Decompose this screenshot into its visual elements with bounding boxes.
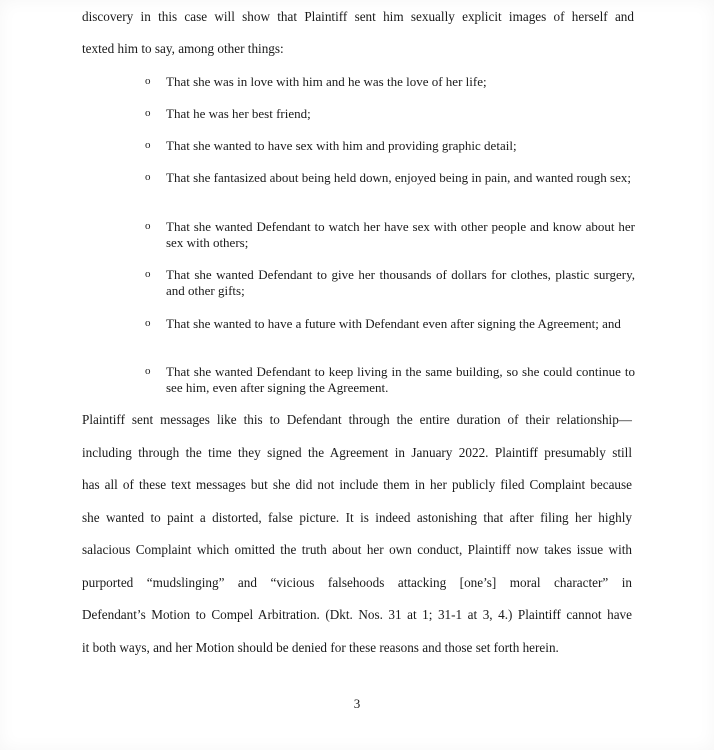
- bullet-item: [145, 316, 635, 332]
- intro-line-1: discovery in this case will show that Plaintiff sent him sexually explicit images of herself and: [82, 9, 634, 24]
- bullet-marker: o: [145, 365, 151, 377]
- paragraph-line: she wanted to paint a distorted, false picture. It is indeed astonishing that after filing her highly: [82, 510, 632, 525]
- paragraph-line: salacious Complaint which omitted the truth about her own conduct, Plaintiff now takes issue with: [82, 542, 632, 557]
- paragraph-line: it both ways, and her Motion should be denied for these reasons and those set forth herein.: [82, 640, 559, 655]
- bullet-item: [145, 267, 635, 298]
- bullet-text: That she wanted Defendant to watch her have sex with other people and know about her sex with others;: [166, 219, 635, 250]
- paragraph-line: purported “mudslinging” and “vicious falsehoods attacking [one’s] moral character” in: [82, 575, 632, 590]
- bullet-text: That she fantasized about being held down, enjoyed being in pain, and wanted rough sex;: [166, 170, 631, 185]
- bullet-marker: o: [145, 317, 151, 329]
- bullet-text: That she wanted to have sex with him and providing graphic detail;: [166, 138, 517, 153]
- bullet-text: That she was in love with him and he was the love of her life;: [166, 74, 487, 89]
- bullet-item: [145, 364, 635, 395]
- bullet-marker: o: [145, 268, 151, 280]
- bullet-text: That he was her best friend;: [166, 106, 311, 121]
- bullet-item: [145, 138, 635, 154]
- paragraph-line: has all of these text messages but she did not include them in her publicly filed Complaint because: [82, 477, 632, 492]
- paragraph-line: including through the time they signed the Agreement in January 2022. Plaintiff presumably still: [82, 445, 632, 460]
- bullet-item: [145, 106, 635, 122]
- bullet-text: That she wanted Defendant to give her thousands of dollars for clothes, plastic surgery, and other gifts;: [166, 267, 635, 298]
- bullet-marker: o: [145, 220, 151, 232]
- bullet-marker: o: [145, 171, 151, 183]
- bullet-marker: o: [145, 75, 151, 87]
- bullet-item: [145, 170, 635, 186]
- page-number: 3: [353, 696, 361, 711]
- bullet-item: [145, 74, 635, 90]
- bullet-marker: o: [145, 139, 151, 151]
- paragraph-line: Plaintiff sent messages like this to Defendant through the entire duration of their relationship—: [82, 412, 632, 427]
- bullet-text: That she wanted to have a future with Defendant even after signing the Agreement; and: [166, 316, 621, 331]
- bullet-text: That she wanted Defendant to keep living in the same building, so she could continue to see him, even after signing the Agreement.: [166, 364, 635, 395]
- bullet-item: [145, 219, 635, 250]
- paragraph-line: Defendant’s Motion to Compel Arbitration. (Dkt. Nos. 31 at 1; 31-1 at 3, 4.) Plaintiff cannot have: [82, 607, 632, 622]
- bullet-marker: o: [145, 107, 151, 119]
- intro-line-2: texted him to say, among other things:: [82, 41, 284, 56]
